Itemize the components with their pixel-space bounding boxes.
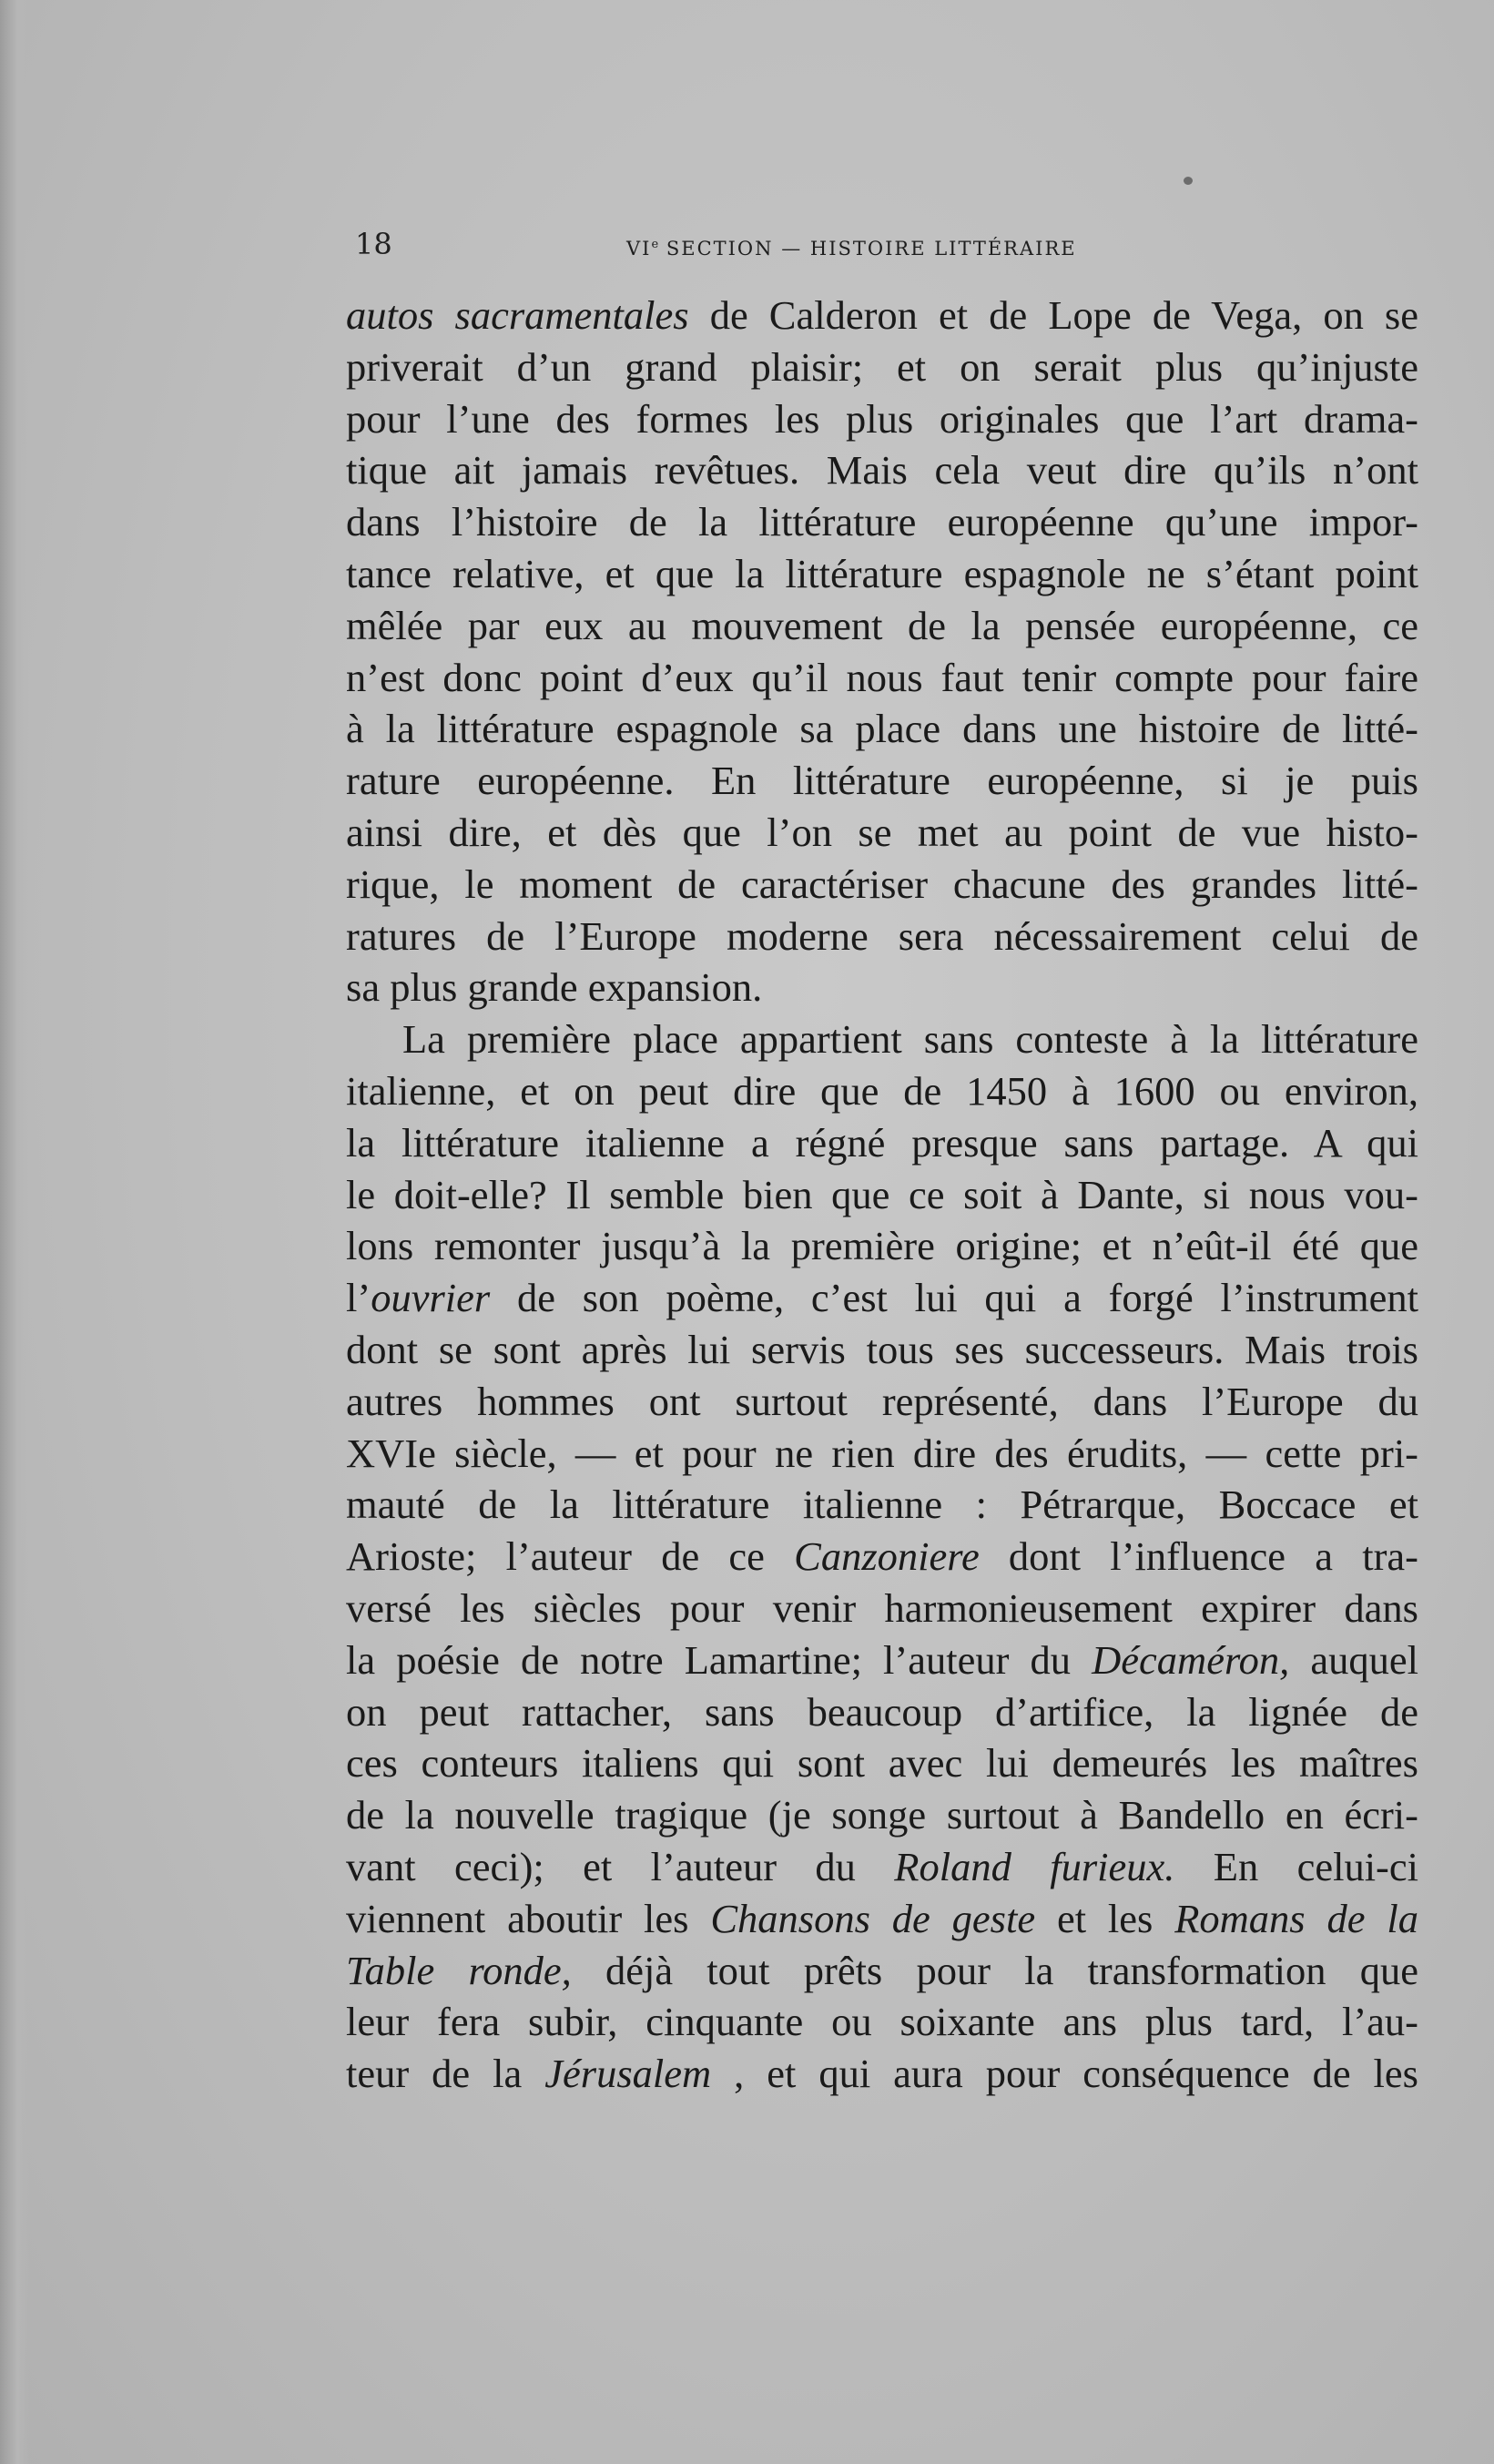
text-line xyxy=(346,1013,1418,1065)
text-run: teur de la xyxy=(346,2051,545,2097)
text-line xyxy=(346,2048,1418,2100)
text-run: de son poème, c’est lui qui a forgé l’instrument xyxy=(490,1275,1418,1321)
text-line xyxy=(346,1531,1418,1583)
text-line xyxy=(346,1428,1418,1480)
text-line xyxy=(346,807,1418,859)
italic-text: Jérusalem xyxy=(544,2051,712,2097)
text-line xyxy=(346,911,1418,962)
text-run: , et qui aura pour conséquence de les xyxy=(711,2051,1418,2097)
text-run: versé les siècles pour venir harmonieusement expirer dans xyxy=(346,1584,1418,1631)
text-run: vant ceci); et l’auteur du xyxy=(346,1843,895,1889)
page-number: 18 xyxy=(355,227,392,261)
text-run: à la littérature espagnole sa place dans une histoire de litté- xyxy=(346,706,1418,752)
text-run: mêlée par eux au mouvement de la pensée européenne, ce xyxy=(346,602,1418,648)
text-run: déjà tout prêts pour la transformation que xyxy=(571,1947,1418,1993)
text-run: ainsi dire, et dès que l’on se met au point de vue histo- xyxy=(346,809,1418,855)
text-line xyxy=(346,703,1418,755)
text-line xyxy=(346,341,1418,393)
text-run: ratures de l’Europe moderne sera nécessairement celui de xyxy=(346,912,1418,959)
text-run: Arioste; l’auteur de ce xyxy=(346,1533,795,1580)
text-line xyxy=(346,548,1418,600)
text-run: pour l’une des formes les plus originales que l’art drama- xyxy=(346,395,1418,442)
text-run: priverait d’un grand plaisir; et on serait plus qu’injuste xyxy=(346,343,1418,390)
text-run: sa plus grande expansion. xyxy=(346,964,763,1011)
page-binding-edge xyxy=(0,0,29,2464)
text-run: de Calderon et de Lope de Vega, on se xyxy=(688,292,1418,338)
text-line xyxy=(346,1324,1418,1376)
text-line xyxy=(346,962,1418,1013)
text-run: autres hommes ont surtout représenté, dans l’Europe du xyxy=(346,1378,1418,1424)
text-run: la poésie de notre Lamartine; l’auteur du xyxy=(346,1636,1093,1683)
section-title xyxy=(626,231,1077,262)
body-text xyxy=(346,290,1418,2100)
text-line xyxy=(346,1634,1418,1686)
text-run: italienne, et on peut dire que de 1450 à 1600 ou environ, xyxy=(346,1067,1418,1114)
section-superscript: e xyxy=(651,238,659,251)
text-run: lons remonter jusqu’à la première origine; et n’eût-il été que xyxy=(346,1223,1418,1269)
text-line xyxy=(346,1996,1418,2048)
text-run: mauté de la littérature italienne : Pétrarque, Boccace et xyxy=(346,1481,1418,1528)
italic-text: Table ronde, xyxy=(346,1947,572,1993)
italic-text: Chansons de geste xyxy=(710,1895,1036,1941)
text-line xyxy=(346,1220,1418,1272)
italic-text: Décaméron, xyxy=(1092,1636,1290,1683)
text-line xyxy=(346,755,1418,807)
text-line xyxy=(346,859,1418,911)
text-run: tance relative, et que la littérature espagnole ne s’étant point xyxy=(346,550,1418,596)
text-run: dans l’histoire de la littérature européenne qu’une impor- xyxy=(346,499,1418,545)
text-line xyxy=(346,290,1418,341)
text-line xyxy=(346,1272,1418,1324)
text-run: la littérature italienne a régné presque sans partage. A qui xyxy=(346,1119,1418,1166)
section-rest: SECTION — HISTOIRE LITTÉRAIRE xyxy=(658,238,1077,260)
text-line xyxy=(346,1893,1418,1945)
text-run: rature européenne. En littérature européenne, si je puis xyxy=(346,758,1418,804)
text-run: La première place appartient sans conteste à la littérature xyxy=(402,1016,1418,1063)
text-run: dont se sont après lui servis tous ses successeurs. Mais trois xyxy=(346,1326,1418,1372)
text-run: En celui-ci xyxy=(1174,1843,1418,1889)
text-line xyxy=(346,1686,1418,1738)
text-run: viennent aboutir les xyxy=(346,1895,711,1941)
text-run: de la nouvelle tragique (je songe surtout à Bandello en écri- xyxy=(346,1792,1418,1838)
italic-text: autos sacramentales xyxy=(346,292,689,338)
ink-speck xyxy=(1184,177,1193,185)
text-line xyxy=(346,444,1418,496)
text-line xyxy=(346,1583,1418,1634)
text-run: l’ xyxy=(346,1275,371,1321)
text-line xyxy=(346,1376,1418,1428)
text-run: et les xyxy=(1035,1895,1175,1941)
italic-text: Roland furieux. xyxy=(894,1843,1175,1889)
section-prefix: VI xyxy=(626,238,652,260)
text-line xyxy=(346,393,1418,445)
text-run: dont l’influence a tra- xyxy=(979,1533,1418,1580)
text-line xyxy=(346,1945,1418,1997)
text-run: le doit-elle? Il semble bien que ce soit à Dante, si nous vou- xyxy=(346,1171,1418,1217)
italic-text: Canzoniere xyxy=(794,1533,980,1580)
text-run: n’est donc point d’eux qu’il nous faut tenir compte pour faire xyxy=(346,654,1418,700)
text-line xyxy=(346,1841,1418,1893)
text-line xyxy=(346,1117,1418,1169)
text-line xyxy=(346,1479,1418,1531)
text-line xyxy=(346,1737,1418,1789)
text-run: tique ait jamais revêtues. Mais cela veut dire qu’ils n’ont xyxy=(346,447,1418,494)
text-run: ces conteurs italiens qui sont avec lui demeurés les maîtres xyxy=(346,1740,1418,1787)
text-line xyxy=(346,652,1418,704)
italic-text: Romans de la xyxy=(1174,1895,1418,1941)
running-head xyxy=(355,226,1448,262)
text-run: on peut rattacher, sans beaucoup d’artifice, la lignée de xyxy=(346,1688,1418,1735)
italic-text: ouvrier xyxy=(371,1275,491,1321)
text-line xyxy=(346,1169,1418,1221)
text-run: XVIe siècle, — et pour ne rien dire des érudits, — cette pri- xyxy=(346,1430,1418,1476)
text-run: rique, le moment de caractériser chacune des grandes litté- xyxy=(346,860,1418,907)
text-line xyxy=(346,496,1418,548)
text-run: leur fera subir, cinquante ou soixante ans plus tard, l’au- xyxy=(346,1999,1418,2045)
text-line xyxy=(346,1789,1418,1841)
text-run: auquel xyxy=(1289,1636,1418,1683)
text-line xyxy=(346,1065,1418,1117)
text-line xyxy=(346,600,1418,652)
